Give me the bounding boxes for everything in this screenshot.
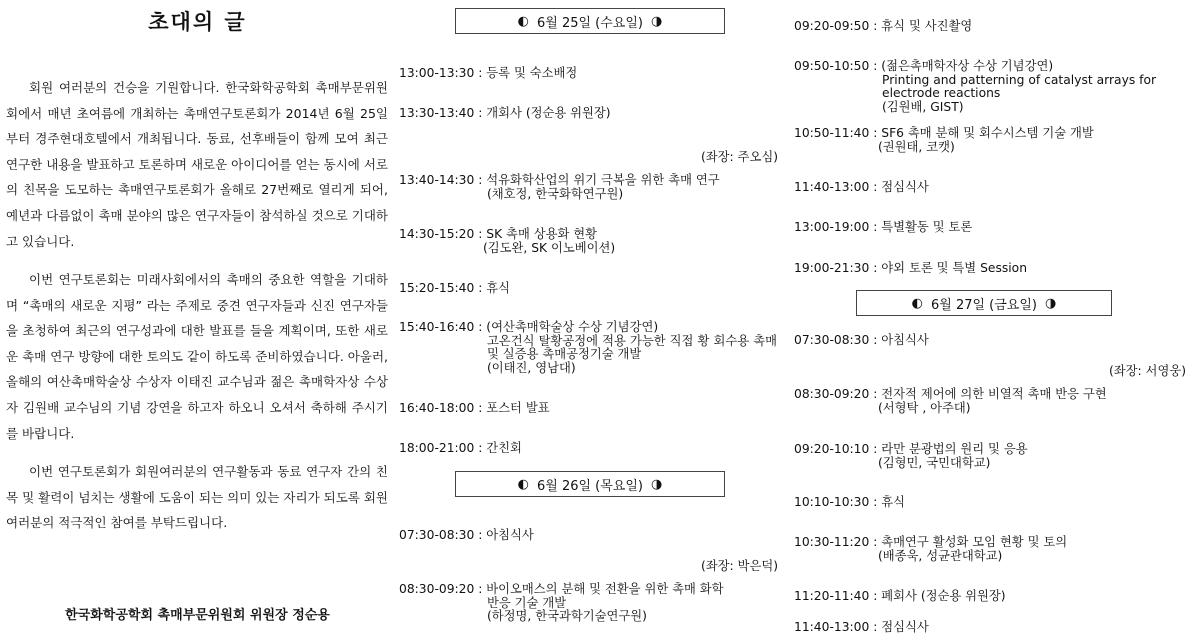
half-circle-right-icon: ◑ (1045, 295, 1057, 311)
schedule-item: 16:40-18:00 : 포스터 발표 (399, 401, 550, 415)
half-circle-left-icon: ◐ (517, 13, 529, 29)
schedule-item: 10:30-11:20 : 촉매연구 활성화 모임 현황 및 토의 (배종욱, 성균관대학교) (794, 535, 1068, 563)
schedule-item: 11:20-11:40 : 폐회사 (정순용 위원장) (794, 589, 1006, 603)
half-circle-left-icon: ◐ (911, 295, 923, 311)
day3-header (856, 290, 1112, 316)
schedule-item: 13:00-19:00 : 특별활동 및 토론 (794, 220, 973, 234)
schedule-item: 11:40-13:00 : 점심식사 (794, 620, 929, 634)
schedule-item: 13:00-13:30 : 등록 및 숙소배정 (399, 66, 578, 80)
schedule-item: 09:20-09:50 : 휴식 및 사진촬영 (794, 19, 973, 33)
schedule-item: 11:40-13:00 : 점심식사 (794, 180, 929, 194)
schedule-item: 07:30-08:30 : 아침식사 (794, 333, 929, 347)
page-title: 초대의 글 (148, 10, 247, 34)
half-circle-right-icon: ◑ (651, 13, 663, 29)
half-circle-left-icon: ◐ (517, 476, 529, 492)
day1-header (455, 8, 725, 34)
schedule-item: 10:50-11:40 : SF6 촉매 분해 및 회수시스템 기술 개발 (권원태, 코캣) (794, 126, 1094, 154)
half-circle-right-icon: ◑ (651, 476, 663, 492)
schedule-item: 10:10-10:30 : 휴식 (794, 495, 906, 509)
schedule-item: 09:20-10:10 : 라만 분광법의 원리 및 응용 (김형민, 국민대학교) (794, 442, 1028, 470)
schedule-item: 09:50-10:50 : (젊은촉매학자상 수상 기념강연) Printing and patterning of catalyst arrays for electrode reactions (김원배, GIST) (794, 59, 1157, 114)
schedule-item: 18:00-21:00 : 간친회 (399, 441, 522, 455)
schedule-item: 08:30-09:20 : 전자적 제어에 의한 비열적 촉매 반응 구현 (서형탁 , 아주대) (794, 387, 1107, 415)
day3-header-label: 6월 27일 (금요일) (930, 297, 1037, 313)
session-chair: (좌장: 박은덕) (700, 559, 778, 573)
schedule-item: 08:30-09:20 : 바이오매스의 분해 및 전환을 위한 촉매 화학 반응 기술 개발 (하정명, 한국과학기술연구원) (399, 582, 724, 623)
session-chair: (좌장: 주오심) (700, 150, 778, 164)
schedule-item: 13:40-14:30 : 석유화학산업의 위기 극복을 위한 촉매 연구 (채호정, 한국화학연구원) (399, 173, 720, 201)
schedule-item: 15:40-16:40 : (여산촉매학술상 수상 기념강연) 고온건식 탈황공정에 적용 가능한 직접 황 회수용 촉매 및 실증용 촉매공정기술 개발 (이태진, 영남대) (399, 320, 777, 375)
intro-paragraph-1: 회원 여러분의 건승을 기원합니다. 한국화학공학회 촉매부문위원회에서 매년 초여름에 개최하는 촉매연구토론회가 2014년 6월 25일부터 경주현대호텔에서 개최됩니다. 동료, 선후배들이 함께 모여 최근 연구한 내용을 발표하고 토론하며 새로운 아이디어를 얻는 동시에 서로의 친목을 도모하는 촉매연구토론회가 올해로 27번째로 열리게 되어, 예년과 다름없이 촉매 분야의 많은 연구자들이 참석하실 것으로 기대하고 있습니다. (6, 80, 388, 249)
schedule-item: 07:30-08:30 : 아침식사 (399, 528, 534, 542)
signature: 한국화학공학회 촉매부문위원회 위원장 정순용 (65, 608, 330, 623)
schedule-item: 13:30-13:40 : 개회사 (정순용 위원장) (399, 106, 611, 120)
day1-header-label: 6월 25일 (수요일) (536, 15, 643, 31)
schedule-item: 14:30-15:20 : SK 촉매 상용화 현황 (김도완, SK 이노베이션) (399, 227, 616, 255)
session-chair: (좌장: 서영웅) (1108, 364, 1186, 378)
schedule-item: 19:00-21:30 : 야외 토론 및 특별 Session (794, 261, 1027, 275)
day2-header-label: 6월 26일 (목요일) (536, 478, 643, 494)
intro-paragraph-2: 이번 연구토론회는 미래사회에서의 촉매의 중요한 역할을 기대하며 “촉매의 새로운 지평” 라는 주제로 중견 연구자들과 신진 연구자들을 초청하여 최근의 연구성과에 대한 발표를 들을 계획이며, 또한 새로운 촉매 연구 방향에 대한 토의도 같이 하도록 준비하였습니다. 아울러, 올해의 여산촉매학술상 수상자 이태진 교수님과 젊은 촉매학자상 수상자 김원배 교수님의 기념 강연을 하고자 하오니 오셔서 축하해 주시기를 바랍니다. (6, 272, 388, 441)
day2-header (455, 471, 725, 497)
intro-paragraph-3: 이번 연구토론회가 회원여러분의 연구활동과 동료 연구자 간의 친목 및 활력이 넘치는 생활에 도움이 되는 의미 있는 자리가 되도록 회원 여러분의 적극적인 참여를 부탁드립니다. (6, 464, 388, 531)
schedule-item: 15:20-15:40 : 휴식 (399, 281, 511, 295)
